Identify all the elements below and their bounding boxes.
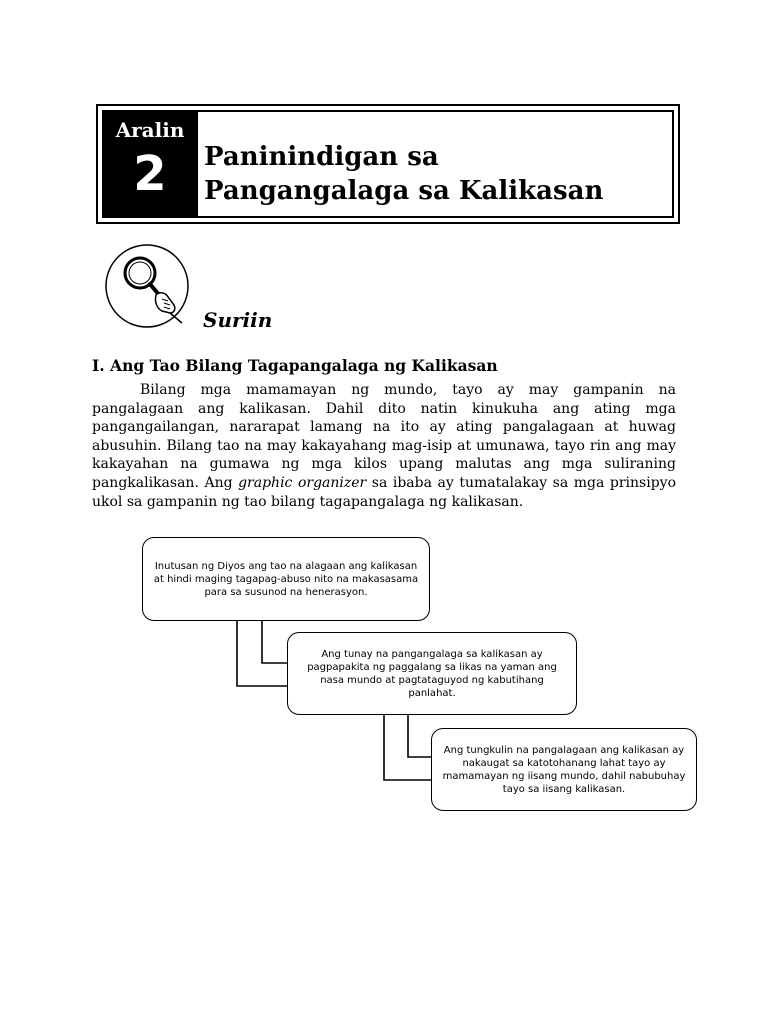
lesson-title-line1: Paninindigan sa <box>204 142 439 172</box>
organizer-box-3-text: Ang tungkulin na pangalagaan ang kalikasan ay nakaugat sa katotohanang lahat tayo ay mamamayan ng iisang mundo, dahil nabubuhay tayo sa iisang kalikasan. <box>442 744 686 795</box>
lesson-label: Aralin <box>115 118 185 142</box>
paragraph-text-part1: Bilang mga mamamayan ng mundo, tayo ay may gampanin na pangalagaan ang kalikasan. Dahil dito natin kinukuha ang ating mga pangangailangan, nararapat lamang na ito ay ating pangalagaan at huwag abusuhin. Bilang tao na may kakayahang mag-isip at umunawa, tayo rin ang may kakayahan na gumawa ng mga kilos upang malutas ang mga suliraning pangkalikasan. Ang <box>92 382 676 491</box>
section-heading: I. Ang Tao Bilang Tagapangalaga ng Kalikasan <box>92 356 498 375</box>
section-label: Suriin <box>203 308 273 332</box>
organizer-box-3 <box>431 728 697 811</box>
paragraph-emphasis: graphic organizer <box>238 474 367 491</box>
organizer-box-1-text: Inutusan ng Diyos ang tao na alagaan ang kalikasan at hindi maging tagapag-abuso nito na makasasama para sa susunod na henerasyon. <box>153 560 419 598</box>
lesson-title-line2: Pangangalaga sa Kalikasan <box>204 176 604 206</box>
organizer-box-2-text: Ang tunay na pangangalaga sa kalikasan ay pagpapakita ng paggalang sa likas na yaman ang nasa mundo at pagtataguyod ng kabutihang panlahat. <box>307 648 557 699</box>
paragraph-text-part2: sa ibaba ay tumatalakay sa mga prinsipyo ukol sa gampanin ng tao bilang tagapangalaga ng kalikasan. <box>92 474 677 510</box>
organizer-box-1 <box>142 537 430 621</box>
organizer-box-2 <box>287 632 577 715</box>
lesson-number: 2 <box>133 146 167 202</box>
